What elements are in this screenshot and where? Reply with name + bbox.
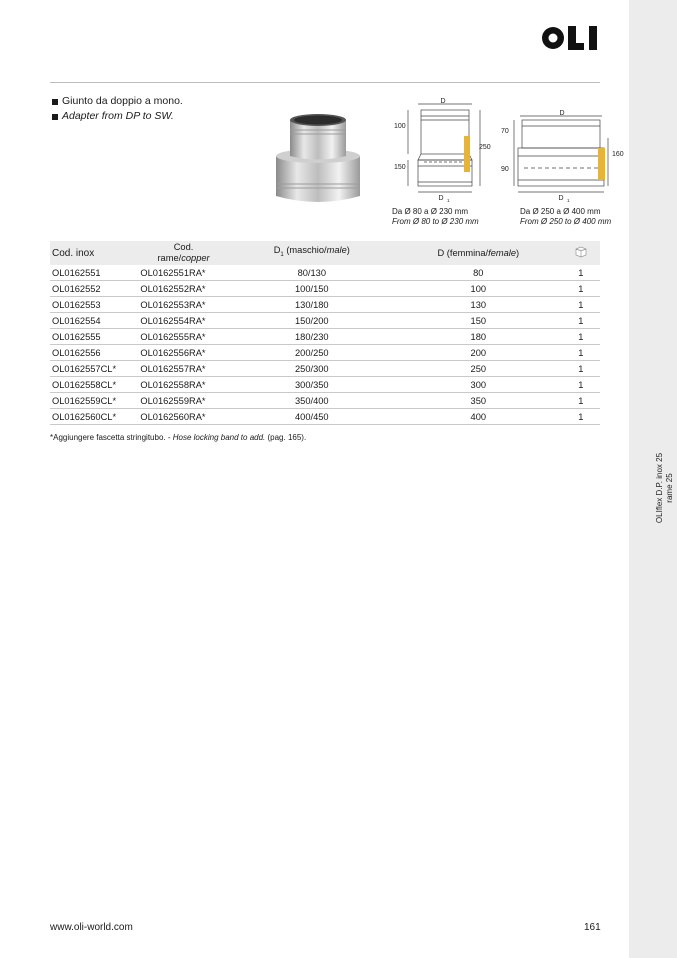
diag2-dim-90: 90 [501, 166, 509, 173]
cell-cod-inox: OL0162558CL* [50, 377, 138, 393]
cell-d1: 250/300 [229, 361, 395, 377]
table-row [50, 265, 600, 281]
cell-qty: 1 [562, 329, 600, 345]
cell-d: 150 [395, 313, 562, 329]
cell-cod-inox: OL0162551 [50, 265, 138, 281]
cell-cod-inox: OL0162552 [50, 281, 138, 297]
cell-d: 250 [395, 361, 562, 377]
cell-cod-inox: OL0162555 [50, 329, 138, 345]
header-cod-rame-line2: rame/copper [157, 253, 210, 263]
cell-cod-inox: OL0162557CL* [50, 361, 138, 377]
cell-qty: 1 [562, 345, 600, 361]
cell-cod-inox: OL0162554 [50, 313, 138, 329]
diag2-caption [520, 207, 611, 227]
cell-d1: 100/150 [229, 281, 395, 297]
diag2-label-d1-sub: 1 [567, 198, 570, 203]
product-table [50, 241, 600, 425]
box-icon [575, 246, 587, 258]
diag1-caption [392, 207, 479, 227]
cell-d: 100 [395, 281, 562, 297]
technical-drawing-small [388, 96, 500, 206]
brand-text: OLI [540, 22, 542, 23]
cell-cod-inox: OL0162553 [50, 297, 138, 313]
diag1-label-d1-sub: 1 [447, 198, 450, 203]
cell-d: 180 [395, 329, 562, 345]
cell-d1: 130/180 [229, 297, 395, 313]
cell-d1: 350/400 [229, 393, 395, 409]
bullet-en [52, 109, 183, 124]
cell-qty: 1 [562, 265, 600, 281]
technical-drawing-large [498, 108, 626, 206]
cell-qty: 1 [562, 313, 600, 329]
header-d1: $D_1$ (maschio/male) [229, 241, 395, 265]
cell-cod-inox: OL0162560CL* [50, 409, 138, 425]
cell-cod-rame: OL0162556RA* [138, 345, 228, 361]
table-header-row [50, 241, 600, 265]
diag2-dim-70: 70 [501, 128, 509, 135]
cell-d: 130 [395, 297, 562, 313]
table-row [50, 297, 600, 313]
cell-d1: 150/200 [229, 313, 395, 329]
diag1-caption-it: Da Ø 80 a Ø 230 mm [392, 207, 469, 216]
title-it: Giunto da doppio a mono. [62, 95, 183, 107]
cell-d1: 180/230 [229, 329, 395, 345]
diag2-label-d1: D [558, 195, 564, 202]
cell-cod-rame: OL0162551RA* [138, 265, 228, 281]
diag2-caption-en: From Ø 250 to Ø 400 mm [520, 217, 612, 226]
table-row [50, 345, 600, 361]
cell-qty: 1 [562, 361, 600, 377]
cell-d: 80 [395, 265, 562, 281]
cell-qty: 1 [562, 281, 600, 297]
header-cod-inox: Cod. inox [50, 241, 138, 265]
diag1-label-d: D [440, 98, 446, 105]
cell-cod-rame: OL0162559RA* [138, 393, 228, 409]
footnote: *Aggiungere fascetta stringitubo. - Hose locking band to add. (pag. 165). [50, 433, 307, 442]
oli-logo [540, 22, 602, 54]
cell-qty: 1 [562, 409, 600, 425]
cell-d: 350 [395, 393, 562, 409]
diag2-caption-it: Da Ø 250 a Ø 400 mm [520, 207, 601, 216]
diag2-dim-160: 160 [612, 151, 624, 158]
footer-url[interactable]: www.oli-world.com [50, 922, 133, 933]
cell-d1: 200/250 [229, 345, 395, 361]
diag1-label-d1: D [438, 195, 444, 202]
cell-d1: 80/130 [229, 265, 395, 281]
cell-cod-rame: OL0162552RA* [138, 281, 228, 297]
header-cod-rame [138, 241, 228, 265]
diag2-label-d: D [559, 110, 565, 117]
diag1-dim-250: 250 [479, 144, 491, 151]
cell-cod-inox: OL0162556 [50, 345, 138, 361]
table-body [50, 265, 600, 425]
bullet-square-icon [52, 99, 58, 105]
header-cod-rame-line1: Cod. [173, 242, 194, 252]
header-pack [562, 241, 600, 265]
table-row [50, 313, 600, 329]
cell-cod-rame: OL0162553RA* [138, 297, 228, 313]
bullet-square-icon [52, 114, 58, 120]
table-row [50, 393, 600, 409]
cell-qty: 1 [562, 393, 600, 409]
cell-cod-rame: OL0162554RA* [138, 313, 228, 329]
diag1-dim-150: 150 [394, 164, 406, 171]
table-row [50, 329, 600, 345]
cell-d1: 400/450 [229, 409, 395, 425]
side-tab-line2: rame 25 [665, 473, 674, 503]
bullet-it [52, 94, 183, 109]
table-row [50, 377, 600, 393]
diag1-dim-100: 100 [394, 123, 406, 130]
page-number: 161 [584, 922, 601, 933]
table-row [50, 409, 600, 425]
side-tab-line1: OLIflex D.P. inox 25 [655, 452, 664, 524]
product-description [52, 94, 183, 124]
header-d: D (femmina/female) [395, 241, 562, 265]
cell-d1: 300/350 [229, 377, 395, 393]
adapter-photo [270, 108, 366, 208]
cell-cod-rame: OL0162557RA* [138, 361, 228, 377]
diag1-caption-en: From Ø 80 to Ø 230 mm [392, 217, 479, 226]
cell-qty: 1 [562, 377, 600, 393]
cell-d: 400 [395, 409, 562, 425]
table-row [50, 281, 600, 297]
cell-d: 300 [395, 377, 562, 393]
cell-cod-rame: OL0162558RA* [138, 377, 228, 393]
cell-cod-rame: OL0162560RA* [138, 409, 228, 425]
cell-d: 200 [395, 345, 562, 361]
cell-cod-inox: OL0162559CL* [50, 393, 138, 409]
cell-qty: 1 [562, 297, 600, 313]
table-row [50, 361, 600, 377]
side-tab-label[interactable] [655, 443, 675, 533]
title-en: Adapter from DP to SW. [62, 110, 174, 122]
cell-cod-rame: OL0162555RA* [138, 329, 228, 345]
header-rule [50, 82, 600, 83]
